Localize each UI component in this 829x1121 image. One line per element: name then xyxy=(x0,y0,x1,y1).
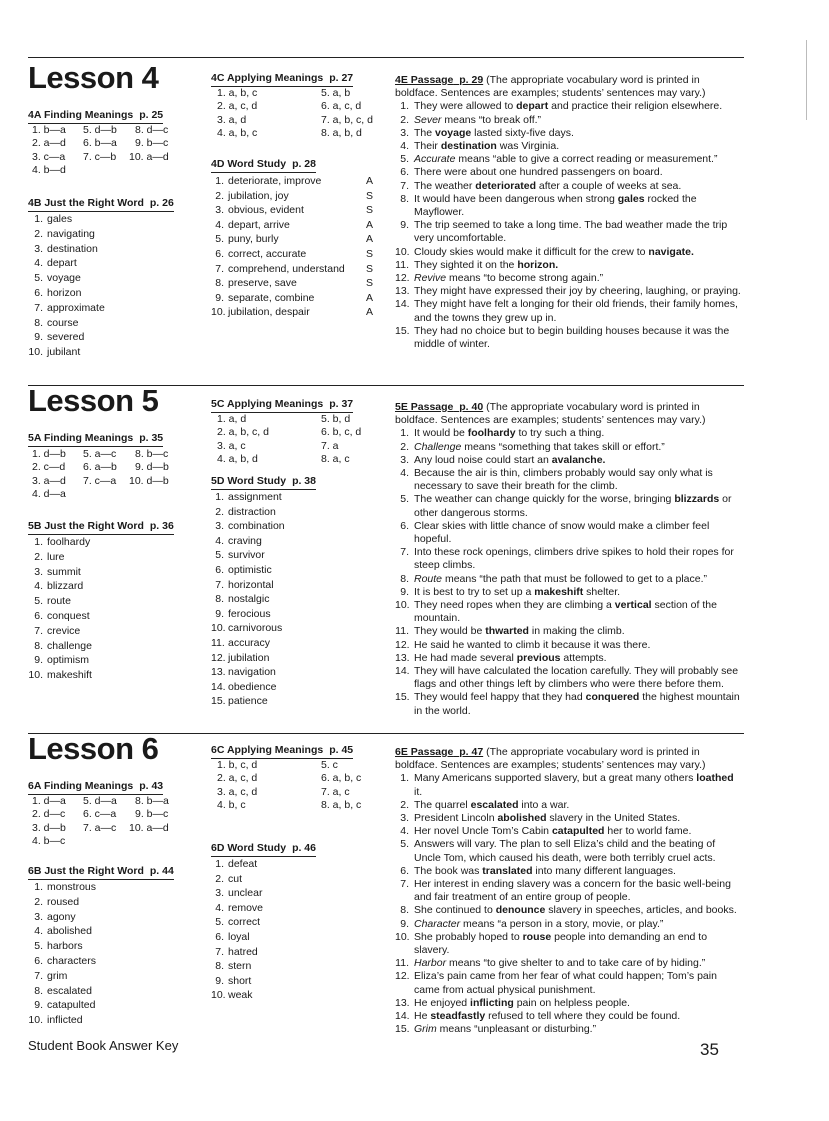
passage-answer: 7. Into these rock openings, climbers drive spikes to hold their ropes for steep climbs. xyxy=(400,546,734,572)
passage-answer: 4. Because the air is thin, climbers probably would say only what is necessary to save their breath for the climb. xyxy=(400,467,713,493)
passage-answer: 13. He had made several previous attempts. xyxy=(395,651,607,664)
passage-answer: 1. They were allowed to depart and practice their religion elsewhere. xyxy=(400,100,723,113)
passage-answer: 6. There were about one hundred passengers on board. xyxy=(400,166,663,179)
passage-answer: 10. They need ropes when they are climbing a vertical section of the mountain. xyxy=(395,599,717,625)
lesson-title: Lesson 5 xyxy=(28,383,159,418)
passage-answer: 4. Their destination was Virginia. xyxy=(400,140,560,153)
passage-heading: 5E Passage p. 40 xyxy=(395,401,484,413)
passage-answer: 13. They might have expressed their joy by cheering, laughing, or praying. xyxy=(395,285,741,298)
passage-answer: 3. President Lincoln abolished slavery in the United States. xyxy=(400,812,681,825)
passage-heading: 6E Passage p. 47 xyxy=(395,746,484,758)
passage-answer: 7. The weather deteriorated after a couple of weeks at sea. xyxy=(400,179,682,192)
passage-answer: 5. Answers will vary. The plan to sell Eliza’s child and the beating of Uncle Tom, which caused his death, were both terribly cruel acts. xyxy=(400,838,716,864)
lesson-title: Lesson 4 xyxy=(28,60,159,95)
passage-answer: 13. He enjoyed inflicting pain on helpless people. xyxy=(395,996,630,1009)
section-heading-5d: 5D Word Study p. 38 xyxy=(211,475,316,490)
footer-title: Student Book Answer Key xyxy=(28,1038,179,1053)
lesson-title: Lesson 6 xyxy=(28,731,159,766)
passage-intro: 6E Passage p. 47 (The appropriate vocabulary word is printed in boldface. Sentences are examples; students’ sentences may vary.) xyxy=(395,746,706,772)
passage-answer: 9. Character means “a person in a story, movie, or play.” xyxy=(400,917,664,930)
passage-answer: 15. They would feel happy that they had conquered the highest mountain in the world. xyxy=(395,691,740,717)
passage-6e xyxy=(395,746,743,1036)
passage-answer: 1. Many Americans supported slavery, but a great many others loathed it. xyxy=(400,772,734,798)
passage-answer: 2. Sever means “to break off.” xyxy=(400,113,542,126)
passage-answer: 1. It would be foolhardy to try such a thing. xyxy=(400,427,605,440)
passage-5e xyxy=(395,401,743,718)
section-heading-5a: 5A Finding Meanings p. 35 xyxy=(28,432,163,447)
passage-answer: 8. She continued to denounce slavery in speeches, articles, and books. xyxy=(400,904,737,917)
passage-heading: 4E Passage p. 29 xyxy=(395,74,484,86)
passage-answer: 9. It is best to try to set up a makeshift shelter. xyxy=(400,585,621,598)
passage-answer: 12. He said he wanted to climb it because it was there. xyxy=(395,638,651,651)
section-heading-4c: 4C Applying Meanings p. 27 xyxy=(211,72,353,87)
passage-answer: 7. Her interest in ending slavery was a concern for the basic well-being and fair treatment of an entire group of people. xyxy=(400,878,731,904)
passage-answer: 11. Harbor means “to give shelter to and to take care of by hiding.” xyxy=(395,957,706,970)
passage-answer: 10. She probably hoped to rouse people into demanding an end to slavery. xyxy=(395,930,708,957)
passage-answer: 5. The weather can change quickly for the worse, bringing blizzards or other dangerous storms. xyxy=(400,493,732,519)
passage-answer: 15. They had no choice but to begin building houses because it was the middle of winter. xyxy=(395,324,730,351)
passage-answer: 14. They will have calculated the location carefully. They will probably see flags and other things left by climbers who were there before them. xyxy=(395,665,739,691)
section-heading-4b: 4B Just the Right Word p. 26 xyxy=(28,197,174,212)
top-rule xyxy=(28,57,744,58)
section-heading-6d: 6D Word Study p. 46 xyxy=(211,842,316,857)
passage-answer: 15. Grim means “unpleasant or disturbing.” xyxy=(395,1023,597,1036)
section-heading-6a: 6A Finding Meanings p. 43 xyxy=(28,780,163,795)
passage-answer: 4. Her novel Uncle Tom’s Cabin catapulted her to world fame. xyxy=(400,825,692,838)
passage-answer: 2. The quarrel escalated into a war. xyxy=(400,798,570,811)
passage-answer: 3. The voyage lasted sixty-five days. xyxy=(400,126,574,139)
section-heading-4d: 4D Word Study p. 28 xyxy=(211,158,316,173)
page-number: 35 xyxy=(700,1040,719,1059)
section-heading-5b: 5B Just the Right Word p. 36 xyxy=(28,520,174,535)
passage-answer: 6. Clear skies with little chance of snow would make a climber feel hopeful. xyxy=(400,519,710,546)
passage-answer: 3. Any loud noise could start an avalanche. xyxy=(400,453,606,466)
passage-answer: 12. Revive means “to become strong again.” xyxy=(395,272,604,285)
passage-answer: 9. The trip seemed to take a long time. The bad weather made the trip very uncomfortable. xyxy=(400,219,728,245)
passage-answer: 5. Accurate means “able to give a correct reading or measurement.” xyxy=(400,153,718,166)
section-heading-6c: 6C Applying Meanings p. 45 xyxy=(211,744,353,759)
passage-answer: 6. The book was translated into many different languages. xyxy=(400,864,676,877)
passage-answer: 14. They might have felt a longing for their old friends, their family homes, and the towns they grew up in. xyxy=(395,298,738,324)
passage-intro: 4E Passage p. 29 (The appropriate vocabulary word is printed in boldface. Sentences are examples; students’ sentences may vary.) xyxy=(395,74,706,100)
section-heading-5c: 5C Applying Meanings p. 37 xyxy=(211,398,353,413)
passage-4e xyxy=(395,74,743,351)
passage-answer: 2. Challenge means “something that takes skill or effort.” xyxy=(400,440,665,453)
passage-answer: 11. They sighted it on the horizon. xyxy=(395,258,559,271)
passage-answer: 8. It would have been dangerous when strong gales rocked the Mayflower. xyxy=(400,192,697,219)
passage-answer: 8. Route means “the path that must be followed to get to a place.” xyxy=(400,572,708,585)
passage-intro: 5E Passage p. 40 (The appropriate vocabulary word is printed in boldface. Sentences are examples; students’ sentences may vary.) xyxy=(395,401,706,427)
passage-answer: 14. He steadfastly refused to tell where they could be found. xyxy=(395,1010,681,1023)
section-heading-6b: 6B Just the Right Word p. 44 xyxy=(28,865,174,880)
passage-answer: 11. They would be thwarted in making the climb. xyxy=(395,625,625,638)
passage-answer: 10. Cloudy skies would make it difficult for the crew to navigate. xyxy=(395,245,694,258)
scan-edge xyxy=(806,40,807,120)
section-heading-4a: 4A Finding Meanings p. 25 xyxy=(28,109,163,124)
passage-answer: 12. Eliza’s pain came from her fear of what could happen; Tom’s pain came from actual physical punishment. xyxy=(395,970,717,996)
